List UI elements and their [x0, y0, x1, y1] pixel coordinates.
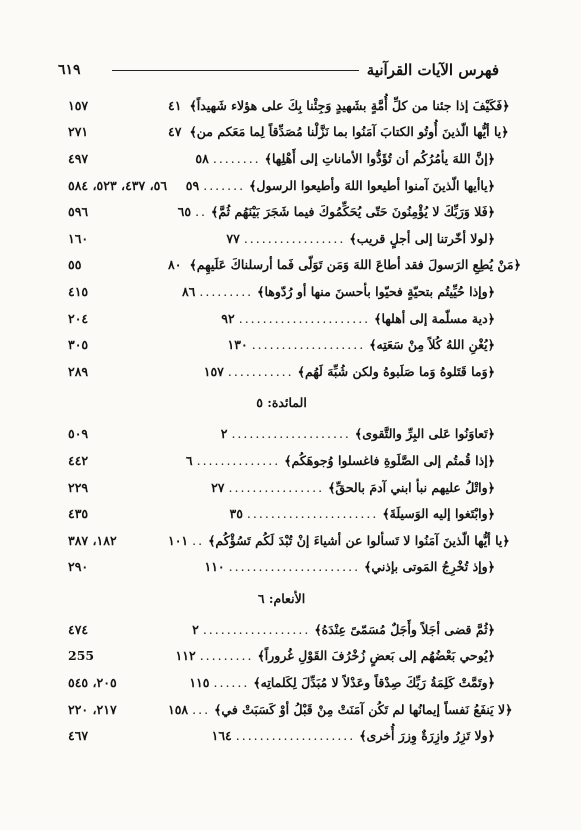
- verse-text: ﴿دية مسلّمة إلى أهلها﴾: [374, 310, 495, 326]
- leader-dots: ......: [213, 675, 250, 691]
- index-row: [68, 252, 521, 279]
- verse-text: ﴿يا أيُّها الّذينَ أُوتُو الكتابَ آمَنُوا بما نَزَّلْنا مُصَدِّقاً لِما مَعَكم من﴾: [189, 124, 509, 140]
- index-row: [68, 696, 513, 723]
- page-references: ٣٠٥: [68, 337, 89, 353]
- index-row: [68, 331, 495, 358]
- index-row: [68, 616, 495, 643]
- surah-heading: الأنعام: ٦: [257, 590, 306, 606]
- verse-text: ﴿لا يَنفَعُ نَفساً إيمانُها لم تَكُن آمَنَتْ مِنْ قَبْلُ أوْ كَسَبَتْ في﴾: [214, 701, 513, 717]
- verse-entry: [168, 702, 512, 717]
- verse-entry: [221, 426, 495, 441]
- leader-dots: ..............: [196, 452, 281, 468]
- index-row: [68, 358, 495, 385]
- verse-text: ﴿وَما قَتَلوهُ وَما صَلَبوهُ ولكن شُبِّهَ لَهُم﴾: [297, 363, 495, 379]
- page-references: ٢٠٤: [68, 310, 89, 326]
- leader-dots: ..: [192, 532, 205, 548]
- verse-entry: [168, 533, 510, 548]
- index-row: [68, 145, 495, 172]
- page-references: ٢١٧، ٢٢٠: [68, 701, 117, 717]
- verse-text: ﴿لولا أخّرتنا إلى أجلٍ قريب﴾: [349, 230, 495, 246]
- leader-dots: ......................: [246, 506, 379, 522]
- page-references: ٢٨٩: [68, 363, 89, 379]
- page-references: ٤٧٤: [68, 621, 89, 637]
- page-references: ١٥٧: [68, 97, 89, 113]
- verse-entry: [168, 98, 510, 113]
- verse-text: ﴿يا أيُّها الّذينَ آمَنُوا لا تَسألوا عن أشياءَ إنْ تُبْدَ لَكُم تَسُؤْكُم﴾: [208, 532, 510, 548]
- verse-text: ﴿يُوحي بَعْضُهُم إلى بَعضٍ زُخْرُفَ القَوْلِ غُروراً﴾: [257, 648, 495, 664]
- index-row: [68, 643, 495, 670]
- verse-text: ﴿ياأيها الّذينَ آمنوا أطيعوا اللهَ وأطيعوا الرسول﴾: [249, 177, 495, 193]
- page-references: ١٦٠: [68, 230, 89, 246]
- page-references: ٢٧١: [68, 124, 89, 140]
- verse-entry: [205, 559, 496, 574]
- verse-entry: [176, 648, 495, 663]
- verse-text: ﴿ثُمَّ قضى أجَلاً وأَجَلٌ مُسَمّىً عِنْدَهُ﴾: [314, 621, 495, 637]
- verse-entry: [204, 364, 495, 379]
- verse-number: ١٣٠: [227, 337, 248, 353]
- verse-text: ﴿فَكَيْفَ إذا جئنا من كلِّ أُمَّةٍ بشَهيدٍ وَجِئْنا بِكَ على هؤلاء شَهيداً﴾: [189, 97, 510, 113]
- verse-index: [68, 92, 521, 749]
- page-references: ٥٠٩: [68, 426, 89, 442]
- verse-number: ٦٥: [177, 204, 192, 220]
- verse-number: ٤٧: [168, 124, 182, 140]
- verse-text: ﴿مَنْ يُطِعِ الرَسولَ فقد أطاعَ اللهَ وَمَن تَوَلّى فَما أرسلناكَ عَلَيهِم﴾: [189, 257, 521, 273]
- verse-text: ﴿واتْلُ عليهم نبأ ابني آدمَ بالحقِّ﴾: [328, 479, 495, 495]
- verse-number: ٣٥: [229, 506, 243, 522]
- leader-dots: .........: [199, 648, 254, 664]
- leader-dots: ..................: [202, 621, 311, 637]
- verse-entry: [195, 151, 495, 166]
- index-row: [68, 669, 495, 696]
- verse-entry: [211, 480, 495, 495]
- verse-text: ﴿يُغْنِ اللهُ كُلاً مِنْ سَعَتِه﴾: [369, 337, 495, 353]
- verse-text: ﴿إذا قُمتُم إلى الصَّلَوةِ فاغسلوا وُجوهَكُم﴾: [284, 452, 495, 468]
- index-row: [68, 305, 495, 332]
- verse-number: ١١٥: [189, 675, 210, 691]
- verse-text: ﴿وإذ تُخْرِجُ المَوتى بإذني﴾: [364, 559, 495, 575]
- index-row: [68, 527, 510, 554]
- page-references: ٢٩٠: [68, 559, 89, 575]
- verse-text: ﴿إنَّ اللهَ يأمُرُكُم أن تُؤَدُّوا الأماناتِ إلى أَهْلِها﴾: [264, 150, 495, 166]
- verse-number: ٥٨: [195, 150, 209, 166]
- verse-number: ٨٦: [181, 283, 196, 299]
- leader-dots: .......: [203, 177, 246, 193]
- index-row: [68, 172, 495, 199]
- verse-entry: [189, 675, 495, 690]
- verse-entry: [178, 204, 495, 219]
- verse-number: ١٦٤: [211, 728, 232, 744]
- verse-number: ١٠١: [168, 532, 189, 548]
- leader-dots: .................: [243, 230, 346, 246]
- page-references: ٢٢٩: [68, 479, 89, 495]
- index-row: [68, 722, 495, 749]
- page-references: ٤٣٥: [68, 506, 89, 522]
- verse-entry: [226, 231, 495, 246]
- verse-number: ٩٢: [221, 310, 235, 326]
- verse-entry: [186, 453, 495, 468]
- page-title: فهرس الآيات القرآنية: [366, 61, 499, 79]
- verse-number: ٦: [185, 452, 193, 468]
- page-references: ١٨٢، ٣٨٧: [68, 532, 117, 548]
- verse-text: ﴿تَعاوَنُوا عَلى البِرِّ والتَّقوى﴾: [354, 426, 495, 442]
- page-references: ٥٥: [68, 257, 82, 273]
- verse-entry: [229, 506, 495, 521]
- page-references: ٤٩٧: [68, 150, 89, 166]
- leader-dots: ...................: [251, 337, 366, 353]
- index-row: [68, 474, 495, 501]
- verse-entry: [221, 311, 495, 326]
- verse-number: ٢: [192, 621, 199, 637]
- leader-dots: ......................: [228, 559, 361, 575]
- page-references: ٥٩٦: [68, 204, 89, 220]
- leader-dots: ................: [228, 479, 325, 495]
- verse-entry: [228, 337, 495, 352]
- page-references: 255: [68, 648, 95, 664]
- index-row: [68, 447, 495, 474]
- index-row: [68, 119, 509, 146]
- running-header: [58, 58, 499, 82]
- verse-number: ١١٠: [204, 559, 225, 575]
- index-row: [68, 278, 495, 305]
- leader-dots: ....................: [231, 426, 351, 442]
- verse-number: ١٥٨: [168, 701, 189, 717]
- verse-number: ١١٢: [175, 648, 196, 664]
- verse-entry: [168, 124, 509, 139]
- leader-dots: .........: [199, 283, 254, 299]
- verse-text: ﴿ولا تَزِرُ وازِرَةٌ وِزرَ أُخرى﴾: [359, 728, 495, 744]
- index-row: [68, 421, 495, 448]
- page-references: ٤٤٢: [68, 452, 89, 468]
- verse-number: ٢٧: [211, 479, 225, 495]
- verse-number: ٥٩: [185, 177, 200, 193]
- page-references: ٥٦، ٤٣٧، ٥٢٣، ٥٨٤: [68, 177, 168, 193]
- leader-dots: ...: [192, 701, 211, 717]
- leader-dots: ......................: [238, 310, 371, 326]
- leader-dots: ...........: [227, 363, 294, 379]
- page-references: ٤٦٧: [68, 728, 89, 744]
- index-row: [68, 92, 510, 119]
- verse-entry: [168, 257, 521, 272]
- verse-number: ٨٠: [168, 257, 182, 273]
- verse-entry: [212, 728, 495, 743]
- leader-dots: ........: [212, 150, 261, 166]
- verse-entry: [192, 622, 495, 637]
- page-references: ٤١٥: [68, 283, 89, 299]
- header-rule: [112, 70, 359, 71]
- verse-entry: [186, 178, 495, 193]
- index-row: [68, 225, 495, 252]
- verse-text: ﴿فَلا وَرَبِّكَ لا يُؤْمِنُونَ حَتّى يُحَكِّمُوكَ فيما شَجَرَ بَيْنَهُم ثُمَّ﴾: [211, 204, 495, 220]
- leader-dots: ....................: [235, 728, 356, 744]
- verse-text: ﴿وإذا حُيِّيتُم بتحيّةٍ فحيّوا بأحسنَ منها أو رُدّوها﴾: [257, 283, 495, 299]
- verse-text: ﴿وتَمَّتْ كَلِمَةُ رَبِّكَ صِدْقاً وعَدْلاً لا مُبَدِّلَ لِكَلماتِه﴾: [253, 675, 495, 691]
- verse-number: ١٥٧: [203, 363, 224, 379]
- index-row: [68, 500, 495, 527]
- surah-heading: المائدة: ٥: [256, 395, 307, 411]
- verse-entry: [182, 284, 495, 299]
- verse-text: ﴿وابْتَغوا إليه الوَسيلَةَ﴾: [382, 506, 495, 522]
- leader-dots: ..: [195, 204, 208, 220]
- verse-number: ٤١: [168, 97, 182, 113]
- index-row: [68, 198, 495, 225]
- page-references: ٢٠٥، ٥٤٥: [68, 675, 117, 691]
- page-number: ٦١٩: [58, 62, 81, 78]
- verse-number: ٧٧: [226, 230, 240, 246]
- index-row: [68, 554, 495, 581]
- verse-number: ٢: [220, 426, 228, 442]
